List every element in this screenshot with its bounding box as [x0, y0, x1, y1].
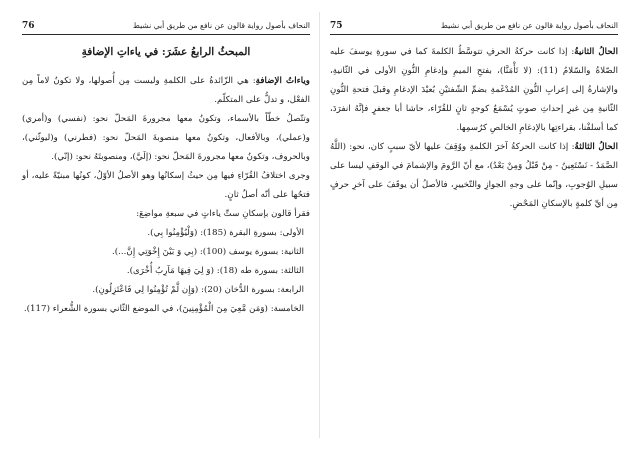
left-running-header: النحاف بأصول رواية قالون عن نافع من طريق أبي نشيط — [132, 21, 310, 30]
paragraph-text: وجرى اختلافُ القُرّاءِ فيها مِن حيثُ إسكانُها وهو الأصلُ الأوّلُ، كونُها مبنيّةً عليه، أو فتحُها على أنّه أصلٌ ثانٍ. — [22, 171, 310, 200]
right-page-number: 75 — [330, 21, 343, 31]
paragraph-text: فقرأ قالون بإسكانِ ستِّ ياءاتٍ في سبعةِ مواضِعَ: — [136, 209, 310, 219]
right-page — [330, 18, 618, 438]
page-gutter — [319, 12, 320, 438]
paragraph-term: الحالُ الثانيةُ — [574, 47, 618, 57]
paragraph — [330, 43, 618, 138]
paragraph-term: الحالُ الثالثةُ — [574, 142, 618, 152]
right-running-header: النحاف بأصول رواية قالون عن نافع من طريق أبي نشيط — [440, 21, 618, 30]
right-page-header — [330, 18, 618, 35]
paragraph — [22, 110, 310, 167]
left-page-number: 76 — [22, 21, 35, 31]
paragraph — [330, 138, 618, 214]
paragraph-term: وياءاتُ الإضافةِ — [255, 76, 310, 86]
right-page-body — [330, 43, 618, 214]
paragraph-text: : إذا كانت الحركةُ آخرَ الكلمةِ ووُقِفَ عليها لأيّ سببٍ كان، نحو: (اللَّهُ الصَّمَدُ - نَسْتَعِينُ - مِنْ قَبْلُ وَمِنْ بَعْدُ)، مع أنّ الرَّومَ والإشمامَ في الوقفِ ليسا على سبيلِ الوُجوبِ، وإنّما على وجهِ الجوازِ والتّخييرِ، فالأصلُ أن يوقَفَ على آخرِ حرفٍ مِن أيِّ كلمةٍ بالإسكانِ المَحْضِ. — [330, 142, 618, 209]
list-item: الثانية: بسورة يوسف (100): (بِي وَ بَيْنَ إِخْوَتِي إِنَّ...). — [112, 247, 304, 257]
left-page — [22, 18, 310, 438]
left-page-header — [22, 18, 310, 35]
list-item: الأولى: بسورةِ البقرة (185): (وَلْيُؤْمِنُوا بِي). — [147, 228, 304, 238]
paragraph — [22, 72, 310, 110]
paragraph-text: : هي الزّائدةُ على الكلمةِ وليست مِن أُصولها، ولا تكونُ لاماً مِن الفعْل، و تدلُّ على المتكلّم. — [22, 76, 310, 105]
paragraph-text: : إذا كانت حركةُ الحرفِ تتوسَّطُ الكلمةَ كما في سورةِ يوسفَ عليه الصّلاةُ والسّلامُ (11): (لا تَأْمَنَّا)، بفتحِ الميمِ وإدغامِ النُّونِ الأولى في الثّانيةِ، والإشارةُ إلى إعرابِ النُّونِ المُدْغَمةِ بضمِّ الشّفتيْنِ بُعيْدَ الإدغامِ وقبلَ فتحةِ النُّونِ الثّانيةِ مِن غيرِ إحداثِ صوتٍ يُسْمَعُ كوجهٍ ثانٍ للقُرّاء، حاشا أبا جعفرٍ فإنَّهُ انفرَدَ، كما أسلفْنا، بقراءتِها بالإدغامِ الخالصِ كرُسمِها. — [330, 47, 618, 133]
paragraph — [22, 205, 310, 224]
paragraph — [22, 167, 310, 205]
paragraph-text: وتتّصلُ خطّاً بالأسماء، وتكونُ معها مجرورةَ المَحلّ نحو: (نفسي) و(أمري) و(عملي)، وبالأفعال، وتكونُ معها منصوبةَ المَحلّ نحو: (فطرني) و(ليوثّني)، وبالحروف، وتكونُ معها مجرورةَ المَحلّ نحو: (إلَيَّ)، ومنصوبتَهُ نحو: (إنّي). — [22, 114, 310, 162]
list-item: الخامسة: (وَمَن مَّعِيَ مِنَ الْمُؤْمِنِينَ)، في الموضع الثّاني بسورة الشُّعراء (117). — [23, 304, 304, 314]
list-item: الثالثة: بسورة طه (18): (وَ لِيَ فِيهَا مَآرِبُ أُخْرَى). — [126, 266, 304, 276]
list-item: الرابعة: بسورة الدُّخان (20): (وَإِن لَّمْ تُؤْمِنُوا لِي فَاعْتَزِلُونِ). — [92, 285, 304, 295]
section-title: المبحثُ الرابعُ عشَرَ: في ياءاتِ الإضافةِ — [81, 46, 251, 58]
left-page-body — [22, 43, 310, 319]
